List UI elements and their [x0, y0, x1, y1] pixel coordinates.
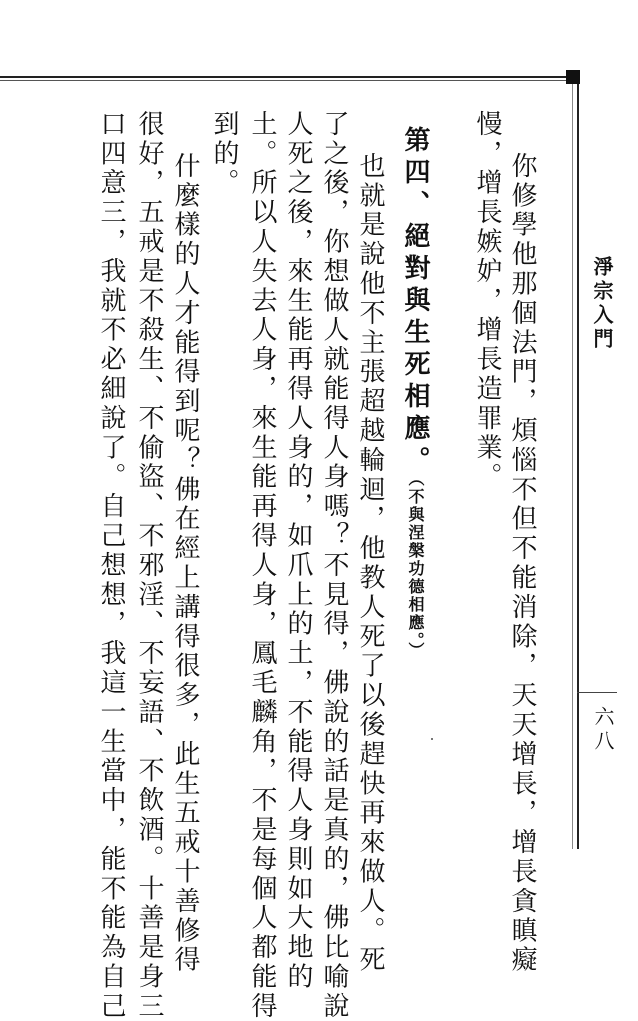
text-column-9: 什麼樣的人才能得到呢？佛在經上講得很多，此生五戒十善修得 — [170, 152, 200, 976]
corner-block — [566, 70, 580, 84]
side-separator — [577, 692, 617, 693]
book-title: 淨宗入門 — [590, 256, 614, 352]
text-column-11: 口四意三，我就不必細說了。自己想想，我這一生當中，能不能為自己 — [96, 110, 126, 1021]
right-margin-rule — [577, 84, 579, 849]
page-number: 六八 — [591, 706, 615, 754]
right-margin-rule-inner — [572, 84, 573, 849]
section-heading-note: （不與涅槃功德相應。） — [406, 478, 425, 660]
text-column-4: 也就是說他不主張超越輪迴，他教人死了以後趕快再來做人。死 — [355, 152, 385, 976]
top-rule-thin — [0, 80, 568, 81]
section-heading-title: 第四、絕對與生死相應。 — [400, 126, 430, 478]
text-column-1: 你修學他那個法門，煩惱不但不能消除，天天增長，增長貪瞋癡 — [507, 152, 537, 976]
print-speck — [431, 738, 433, 740]
top-rule — [0, 76, 568, 78]
text-column-5: 了之後，你想做人就能得人身嗎？不見得，佛說的話是真的，佛比喻說 — [319, 110, 349, 1021]
text-column-6: 人死之後，來生能再得人身的，如爪上的土，不能得人身則如大地的 — [283, 110, 313, 992]
text-column-10: 很好，五戒是不殺生、不偷盜、不邪淫、不妄語、不飲酒。十善是身三 — [134, 110, 164, 1021]
text-column-8: 到的。 — [209, 110, 239, 199]
text-column-7: 土。所以人失去人身，來生能再得人身，鳳毛麟角，不是每個人都能得 — [247, 110, 277, 1021]
section-heading — [398, 126, 432, 660]
text-column-2: 慢，增長嫉妒，增長造罪業。 — [472, 110, 502, 493]
